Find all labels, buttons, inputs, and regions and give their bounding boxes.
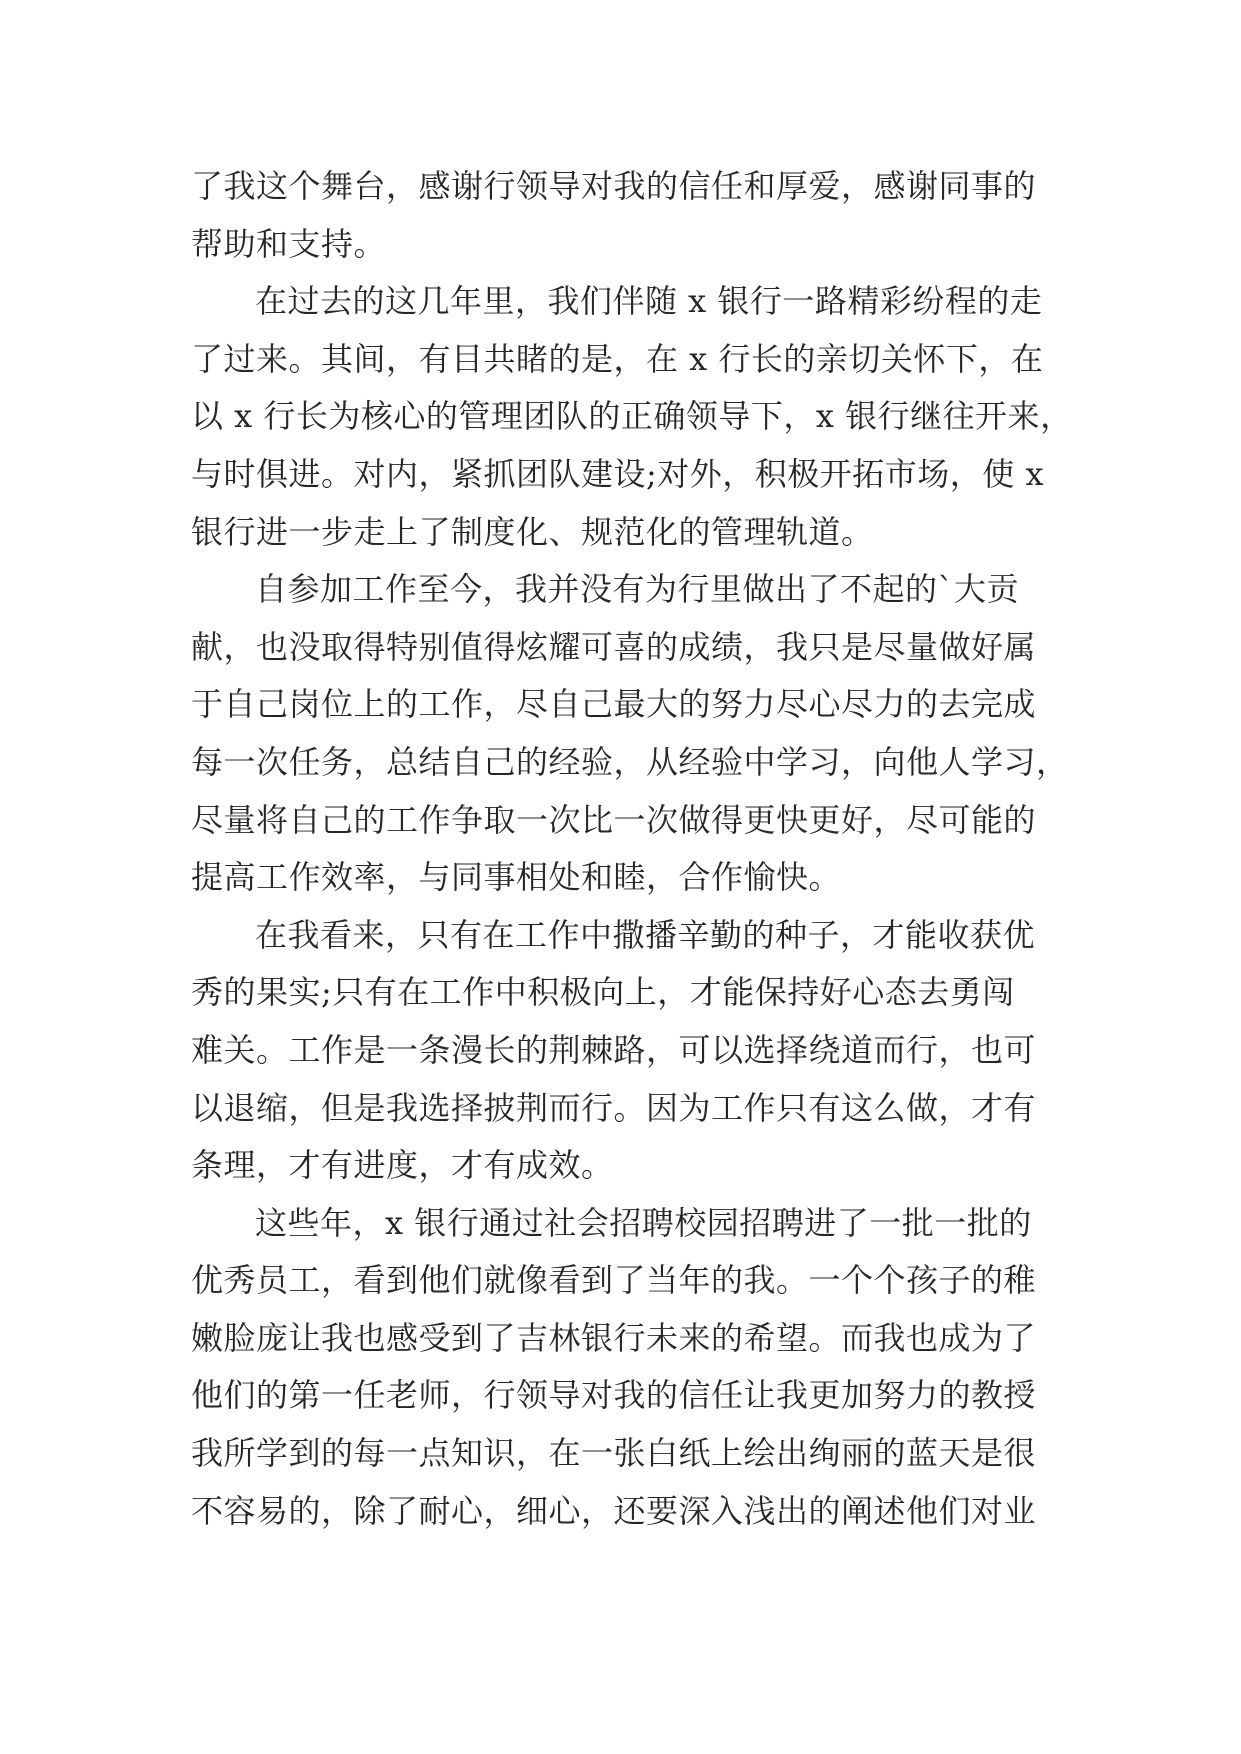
paragraph-line: 了我这个舞台，感谢行领导对我的信任和厚爱，感谢同事的	[191, 167, 1037, 205]
paragraph-2	[191, 273, 1073, 561]
paragraph-5	[191, 1195, 1051, 1541]
paragraph-line: 他们的第一任老师，行领导对我的信任让我更加努力的教授	[191, 1376, 1037, 1415]
paragraph-line: 秀的果实;只有在工作中积极向上，才能保持好心态去勇闯	[191, 973, 1015, 1012]
paragraph-line: 我所学到的每一点知识，在一张白纸上绘出绚丽的蓝天是很	[191, 1434, 1037, 1473]
paragraph-3	[191, 561, 1069, 907]
paragraph-line: 献，也没取得特别值得炫耀可喜的成绩，我只是尽量做好属	[191, 627, 1037, 666]
paragraph-line: 提高工作效率，与同事相处和睦，合作愉快。	[191, 858, 842, 897]
paragraph-line: 以 x 行长为核心的管理团队的正确领导下，x 银行继往开来，	[191, 397, 1073, 436]
paragraph-line: 尽量将自己的工作争取一次比一次做得更快更好，尽可能的	[191, 800, 1037, 839]
paragraph-1	[191, 158, 1051, 273]
paragraph-line: 这些年，x 银行通过社会招聘校园招聘进了一批一批的	[255, 1203, 1032, 1242]
paragraph-line: 嫩脸庞让我也感受到了吉林银行未来的希望。而我也成为了	[191, 1318, 1037, 1357]
paragraph-line: 在我看来，只有在工作中撒播辛勤的种子，才能收获优	[255, 915, 1036, 954]
paragraph-line: 以退缩，但是我选择披荆而行。因为工作只有这么做，才有	[191, 1088, 1037, 1127]
paragraph-line: 于自己岗位上的工作，尽自己最大的努力尽心尽力的去完成	[191, 685, 1037, 724]
paragraph-line: 与时俱进。对内，紧抓团队建设;对外，积极开拓市场，使 x	[191, 454, 1045, 493]
paragraph-line: 银行进一步走上了制度化、规范化的管理轨道。	[191, 512, 874, 551]
paragraph-line: 了过来。其间，有目共睹的是，在 x 行长的亲切关怀下，在	[191, 339, 1044, 378]
paragraph-line: 优秀员工，看到他们就像看到了当年的我。一个个孩子的稚	[191, 1261, 1037, 1300]
paragraph-line: 不容易的，除了耐心，细心，还要深入浅出的阐述他们对业	[191, 1491, 1037, 1530]
document-body	[191, 158, 1073, 1540]
paragraph-line: 自参加工作至今，我并没有为行里做出了不起的`大贡	[255, 570, 1020, 609]
paragraph-line: 条理，才有进度，才有成效。	[191, 1146, 614, 1185]
paragraph-line: 每一次任务，总结自己的经验，从经验中学习，向他人学习，	[191, 742, 1069, 781]
paragraph-4	[191, 907, 1051, 1195]
paragraph-line: 难关。工作是一条漫长的荆棘路，可以选择绕道而行，也可	[191, 1030, 1037, 1069]
paragraph-line: 帮助和支持。	[191, 224, 387, 263]
paragraph-line: 在过去的这几年里，我们伴随 x 银行一路精彩纷程的走	[255, 282, 1043, 321]
